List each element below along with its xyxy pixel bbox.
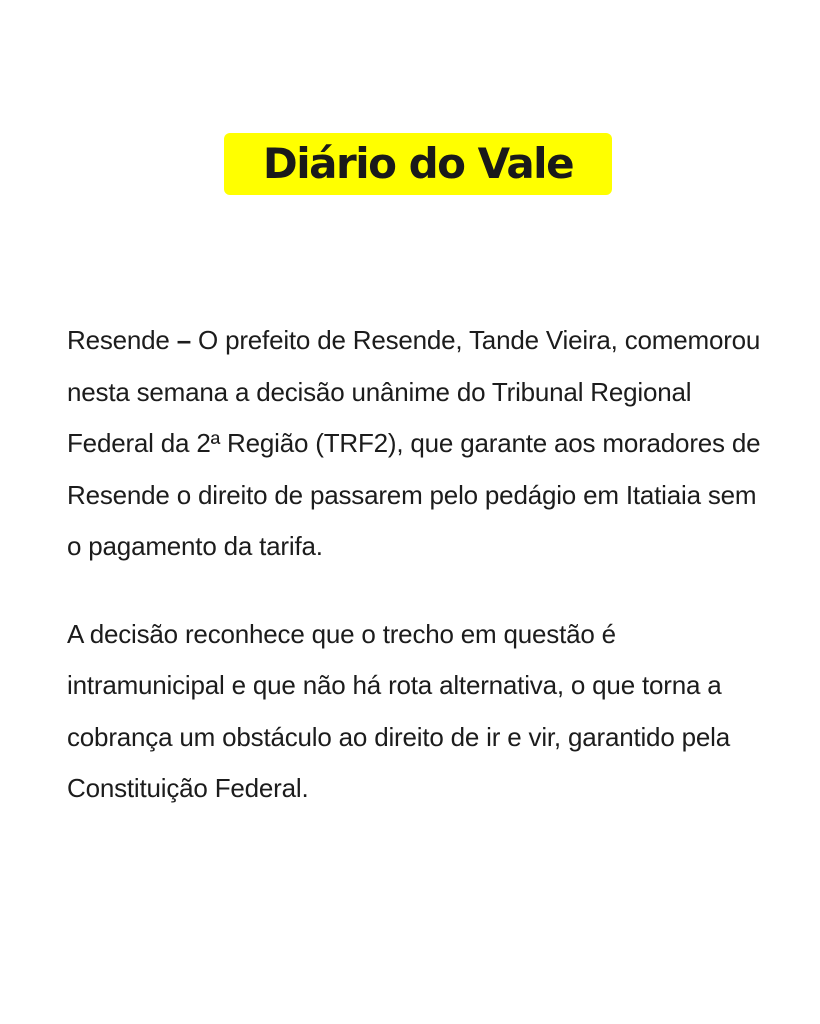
logo-text: Diário do Vale [262,139,574,188]
article-paragraph-2 [67,609,767,815]
paragraph-text: A decisão reconhece que o trecho em questão é intramunicipal e que não há rota alternativa, o que torna a cobrança um obstáculo ao direito de ir e vir, garantido pela Constituição Federal. [67,618,730,803]
publication-logo [224,133,612,195]
article-body [67,315,767,815]
dateline-separator: – [176,325,191,355]
paragraph-text: O prefeito de Resende, Tande Vieira, comemorou nesta semana a decisão unânime do Tribunal Regional Federal da 2ª Região (TRF2), que garante aos moradores de Resende o direito de passarem pelo pedágio em Itatiaia sem o pagamento da tarifa. [67,325,761,561]
article-paragraph-1 [67,315,767,573]
dateline-city: Resende [67,325,170,355]
